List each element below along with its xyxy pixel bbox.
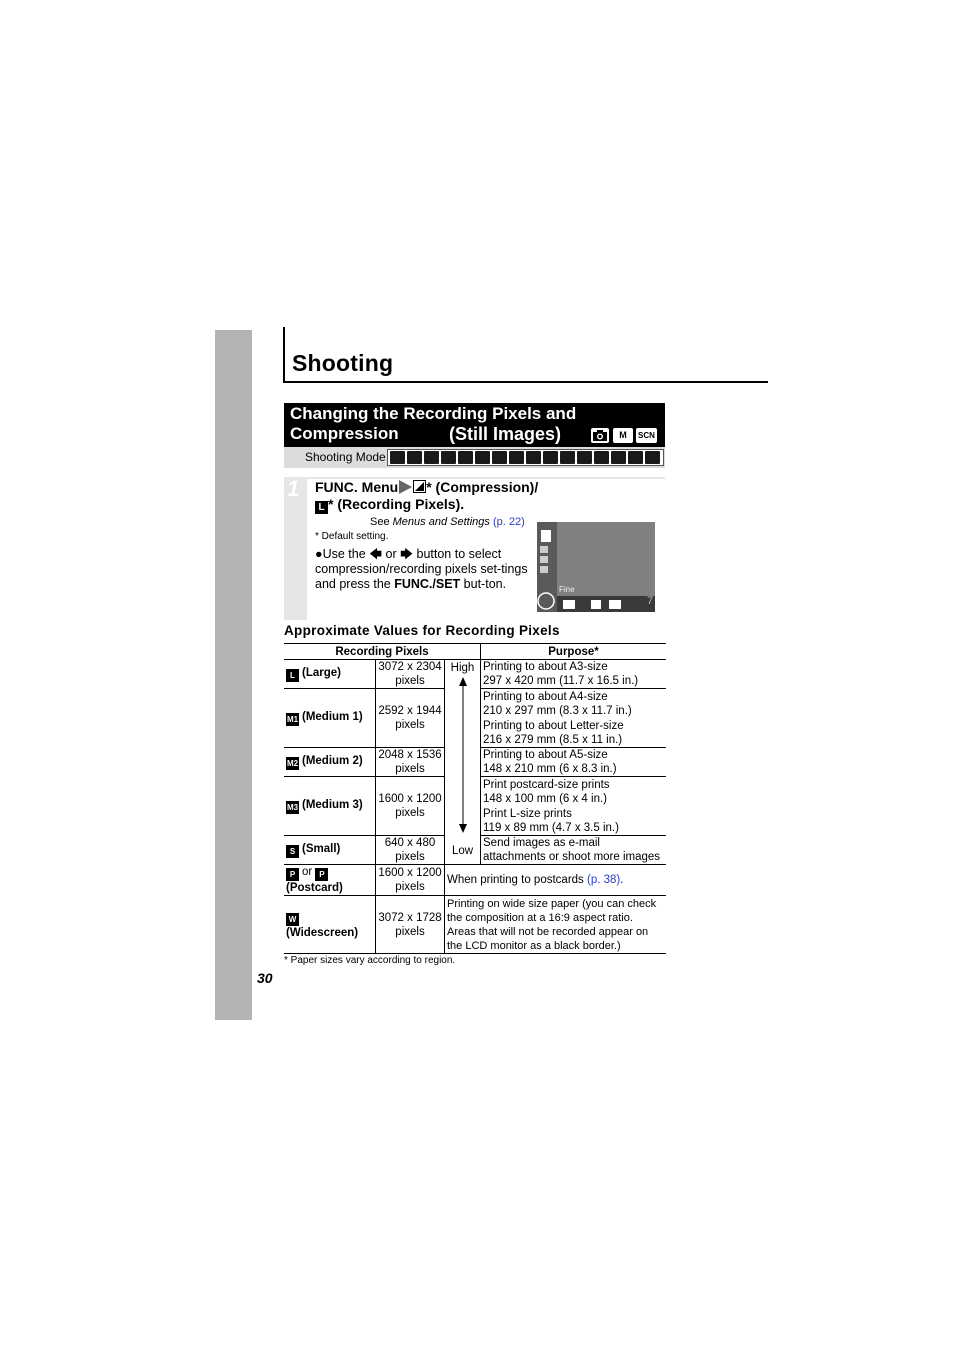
quality-scale: High Low [445, 660, 481, 865]
table-row: L (Large) 3072 x 2304 pixels High Low Printing to about A3-size 297 x 420 mm (11.7 x 16.5 in.) [284, 660, 666, 689]
mode-underwater-icon [611, 451, 626, 464]
table-row: M2 (Medium 2) 2048 x 1536 pixels Printing to about A5-size 148 x 210 mm (6 x 8.3 in.) [284, 748, 666, 777]
mode-digital-macro-icon [424, 451, 439, 464]
bullet-icon: ● [315, 547, 323, 561]
table-header-row [284, 644, 666, 660]
table-row: P or P (Postcard) 1600 x 1200 pixels When printing to postcards (p. 38). [284, 865, 666, 896]
quality-arrow [445, 660, 480, 836]
table-row: W (Widescreen) 3072 x 1728 pixels Printing on wide size paper (you can check the composition at a 16:9 aspect ratio. Areas that will not be recorded appear on the LCD monitor as a black border.) [284, 896, 666, 954]
mode-iso-icon [628, 451, 643, 464]
mode-snow-icon [543, 451, 558, 464]
widescreen-icon: W [286, 913, 299, 926]
section-title-line2: Compression [290, 424, 399, 443]
table-row: S (Small) 640 x 480 pixels Send images as e-mail attachments or shoot more images [284, 836, 666, 865]
shooting-mode-label: Shooting Mode [305, 450, 386, 464]
scene-mode-icon: SCN [636, 428, 657, 443]
footnote: * Paper sizes vary according to region. [284, 955, 456, 966]
medium2-icon: M2 [286, 759, 299, 768]
large-icon: L [286, 669, 299, 682]
postcard-date-icon: P [315, 868, 328, 881]
manual-mode-icon: M [613, 428, 633, 443]
medium3-icon: M3 [286, 803, 299, 812]
table-row: M3 (Medium 3) 1600 x 1200 pixels Print postcard-size prints 148 x 100 mm (6 x 4 in.) Print L-size prints 119 x 89 mm (4.7 x 3.5 in.) [284, 777, 666, 836]
mode-portrait-icon [441, 451, 456, 464]
page-link-22[interactable]: (p. 22) [492, 516, 525, 528]
lcd-screen-icons [537, 522, 655, 612]
page-link-38[interactable]: (p. 38) [587, 874, 621, 886]
section-title-line1: Changing the Recording Pixels and [290, 404, 577, 423]
mode-fireworks-icon [577, 451, 592, 464]
side-tab [215, 330, 252, 1020]
mode-foliage-icon [526, 451, 541, 464]
header-recording-pixels: Recording Pixels [284, 644, 481, 660]
postcard-icon: P [286, 868, 299, 881]
mode-kids-icon [492, 451, 507, 464]
mode-auto-icon [390, 451, 405, 464]
mode-beach-icon [560, 451, 575, 464]
header-purpose: Purpose* [481, 644, 667, 660]
step-title: FUNC. Menu * (Compression)/ L * (Recording Pixels). [315, 479, 539, 513]
screen-shot-count: 7 [647, 595, 654, 607]
mode-movie-icon [645, 451, 660, 464]
large-pixels-icon: L [315, 501, 328, 514]
recording-pixels-table [284, 643, 666, 954]
table-title: Approximate Values for Recording Pixels [284, 623, 560, 638]
right-arrow-button-icon: 🡆 [400, 547, 414, 561]
section-title-still-images: (Still Images) [449, 424, 562, 444]
camera-icon [591, 428, 609, 443]
lcd-screen-image [537, 522, 655, 612]
mode-night-icon [475, 451, 490, 464]
mode-aquarium-icon [594, 451, 609, 464]
mode-landscape-icon [458, 451, 473, 464]
chapter-title: Shooting [292, 350, 394, 376]
step-instruction: ●Use the 🡄 or 🡆 button to select compression/recording pixels set-tings and press the FUNC./SET but-ton. [315, 547, 528, 591]
left-arrow-icon: 🡄 [369, 547, 383, 561]
small-icon: S [286, 845, 299, 858]
medium1-icon: M1 [286, 715, 299, 724]
shooting-mode-icons [387, 449, 664, 466]
step-number: 1 [287, 476, 300, 501]
mode-manual-icon [407, 451, 422, 464]
section-heading [284, 403, 665, 447]
chapter-rule-horizontal [283, 381, 768, 383]
screen-fine-label: Fine [559, 585, 575, 594]
page-number: 30 [257, 970, 273, 986]
compression-icon [413, 480, 426, 493]
mode-indoor-icon [509, 451, 524, 464]
chapter-rule-vertical [283, 327, 285, 383]
shooting-mode-bar [284, 447, 665, 468]
default-note: * Default setting. [315, 531, 389, 542]
right-arrow-icon [399, 480, 412, 494]
see-reference: See Menus and Settings (p. 22) [370, 516, 525, 528]
table-row: M1 (Medium 1) 2592 x 1944 pixels Printing to about A4-size 210 x 297 mm (8.3 x 11.7 in.) Printing to about Letter-size 216 x 279 mm (8.5 x 11 in.) [284, 689, 666, 748]
